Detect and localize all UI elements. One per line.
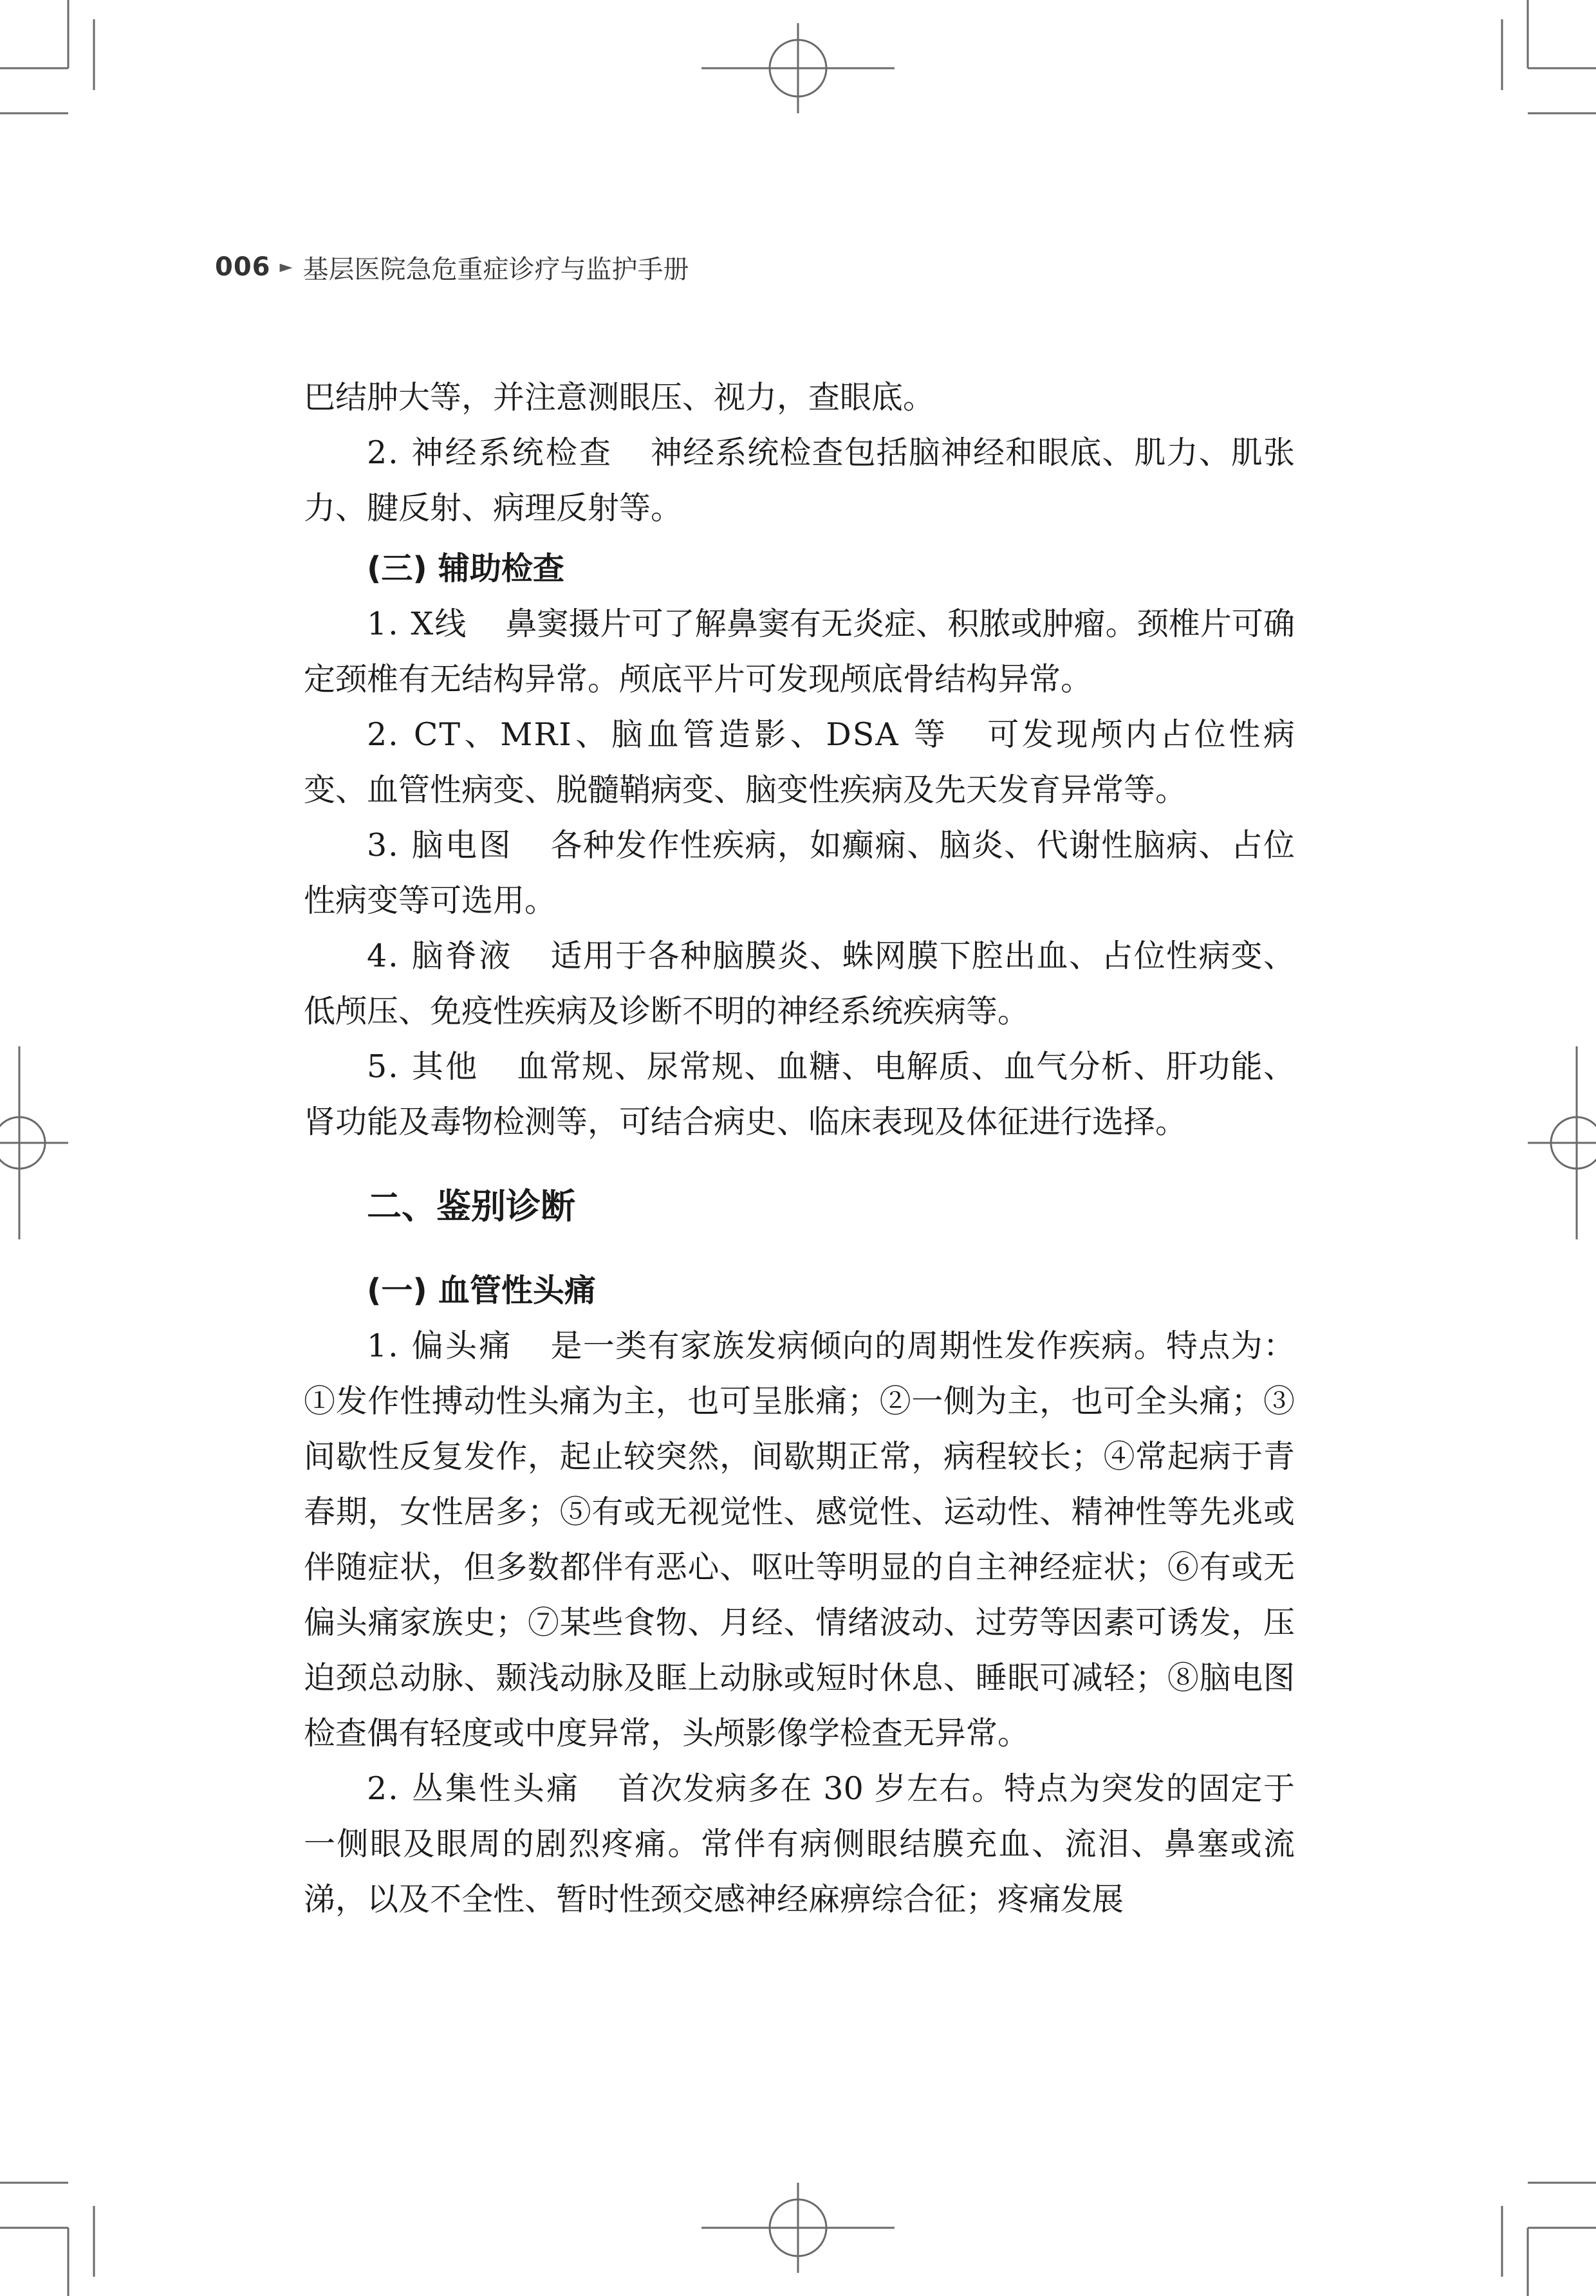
item-cluster-headache	[304, 1761, 1295, 1927]
section-heading-aux-exam: (三) 辅助检查	[367, 550, 564, 587]
section-heading-vascular-headache: (一) 血管性头痛	[367, 1272, 596, 1309]
item-label: 3. 脑电图	[367, 827, 513, 864]
item-text: 首次发病多在 30 岁左右。特点为突发的固定于一侧眼及眼周的剧烈疼痛。常伴有病侧眼结膜充血、流泪、鼻塞或流涕，以及不全性、暂时性颈交感神经麻痹综合征；疼痛发展	[304, 1770, 1295, 1918]
item-text: 可发现颅内占位性病变、血管性病变、脱髓鞘病变、脑变性疾病及先天发育异常等。	[304, 716, 1295, 808]
item-text: 神经系统检查包括脑神经和眼底、肌力、肌张力、腱反射、病理反射等。	[304, 434, 1295, 526]
item-label: 1. X线	[367, 606, 468, 642]
page-body	[304, 370, 1295, 1927]
item-text: 鼻窦摄片可了解鼻窦有无炎症、积脓或肿瘤。颈椎片可确定颈椎有无结构异常。颅底平片可发现颅底骨结构异常。	[304, 606, 1295, 698]
item-label: 4. 脑脊液	[367, 938, 513, 974]
item-text: 适用于各种脑膜炎、蛛网膜下腔出血、占位性病变、低颅压、免疫性疾病及诊断不明的神经系统疾病等。	[304, 938, 1295, 1030]
item-label: 5. 其他	[367, 1048, 479, 1085]
item-label: 2. CT、MRI、脑血管造影、DSA 等	[367, 716, 950, 753]
item-text: 血常规、尿常规、血糖、电解质、血气分析、肝功能、肾功能及毒物检测等，可结合病史、临床表现及体征进行选择。	[304, 1048, 1295, 1140]
item-migraine	[304, 1319, 1295, 1761]
item-neuro-exam	[304, 425, 1295, 536]
item-label: 1. 偏头痛	[367, 1328, 513, 1364]
item-eeg	[304, 818, 1295, 929]
arrow-icon: ►	[279, 257, 293, 277]
item-xray	[304, 597, 1295, 707]
item-label: 2. 神经系统检查	[367, 434, 613, 471]
item-ct-mri	[304, 707, 1295, 818]
item-label: 2. 丛集性头痛	[367, 1770, 580, 1807]
book-title: 基层医院急危重症诊疗与监护手册	[302, 254, 689, 284]
paragraph-continuation: 巴结肿大等，并注意测眼压、视力，查眼底。	[304, 379, 935, 416]
page-number: 006	[215, 252, 271, 282]
item-text: 是一类有家族发病倾向的周期性发作疾病。特点为：①发作性搏动性头痛为主，也可呈胀痛；②一侧为主，也可全头痛；③间歇性反复发作，起止较突然，间歇期正常，病程较长；④常起病于青春期，女性居多；⑤有或无视觉性、感觉性、运动性、精神性等先兆或伴随症状，但多数都伴有恶心、呕吐等明显的自主神经症状；⑥有或无偏头痛家族史；⑦某些食物、月经、情绪波动、过劳等因素可诱发，压迫颈总动脉、颞浅动脉及眶上动脉或短时休息、睡眠可减轻；⑧脑电图检查偶有轻度或中度异常，头颅影像学检查无异常。	[304, 1328, 1295, 1752]
item-other	[304, 1039, 1295, 1150]
item-csf	[304, 929, 1295, 1039]
chapter-heading-differential: 二、鉴别诊断	[367, 1186, 575, 1227]
running-header	[215, 245, 689, 290]
item-text: 各种发作性疾病，如癫痫、脑炎、代谢性脑病、占位性病变等可选用。	[304, 827, 1295, 919]
